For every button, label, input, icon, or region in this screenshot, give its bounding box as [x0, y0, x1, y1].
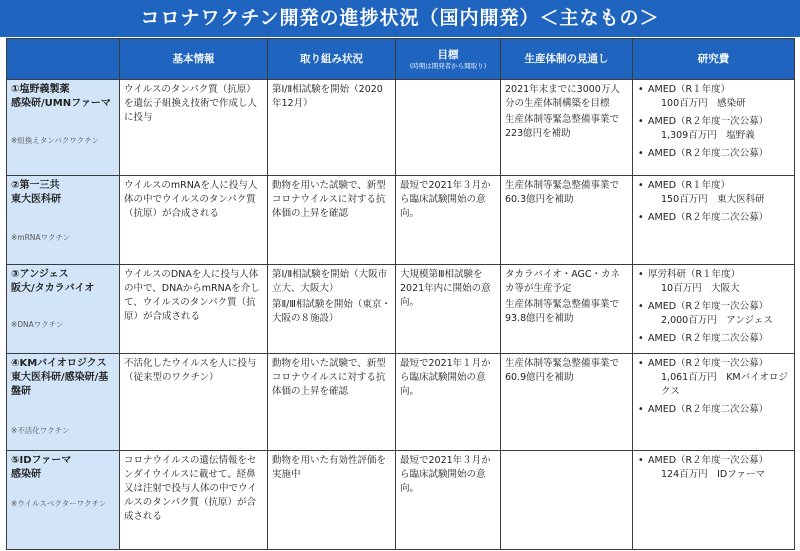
goal-text: 大規模第Ⅲ相試験を2021年内に開始の意向。 [400, 269, 491, 308]
candidate-cell [7, 354, 120, 451]
candidate-company: ①塩野義製薬 [11, 84, 70, 95]
header-corner [7, 39, 120, 80]
status-cell [268, 354, 396, 451]
header-basic-info: 基本情報 [120, 39, 268, 80]
funding-item [637, 332, 790, 346]
funding-item [637, 300, 790, 328]
production-cell [501, 265, 633, 354]
funding-amount: 100百万円 感染研 [661, 98, 746, 109]
funding-source: AMED（R２年度一次公募） [648, 301, 769, 312]
status-text: 第Ⅰ/Ⅱ相試験を開始（大阪市立大、大阪大） [272, 269, 388, 294]
funding-source: 厚労科研（R１年度） [648, 269, 741, 280]
status-cell [268, 451, 396, 550]
header-status: 取り組み状況 [268, 39, 396, 80]
funding-list [637, 179, 790, 225]
funding-cell [633, 265, 795, 354]
funding-source: AMED（R２年度一次公募） [648, 358, 769, 369]
funding-item [637, 454, 790, 482]
candidate-partners: 感染研 [11, 469, 41, 480]
vaccine-type: ※mRNAワクチン [11, 233, 71, 242]
funding-item [637, 403, 790, 417]
funding-item [637, 211, 790, 225]
basic-info-text: ウイルスのDNAを人に投与人体の中で、DNAからmRNAを介して、ウイルスのタンパク質（抗原）が合成される [124, 269, 260, 322]
funding-cell [633, 354, 795, 451]
candidate-partners: 阪大/タカラバイオ [11, 283, 95, 294]
goal-cell [396, 451, 501, 550]
candidate-partners: 東大医科研/感染研/基盤研 [11, 372, 109, 397]
funding-list [637, 268, 790, 346]
page-title: コロナワクチン開発の進捗状況（国内開発）＜主なもの＞ [0, 0, 800, 37]
header-production: 生産体制の見通し [501, 39, 633, 80]
status-text: 動物を用いた試験で、新型コロナウイルスに対する抗体価の上昇を確認 [272, 180, 386, 219]
status-text: 第Ⅱ/Ⅲ相試験を開始（東京・大阪の８施設） [272, 299, 391, 324]
candidate-partners: 感染研/UMNファーマ [11, 98, 111, 109]
goal-text: 最短で2021年３月から臨床試験開始の意向。 [400, 455, 491, 494]
basic-info-text: ウイルスのmRNAを人に投与人体の中でウイルスのタンパク質（抗原）が合成される [124, 180, 258, 219]
table-row [7, 451, 795, 550]
basic-info-cell [120, 265, 268, 354]
candidate-cell [7, 176, 120, 265]
funding-amount: 124百万円 IDファーマ [661, 469, 766, 480]
vaccine-type: ※組換えタンパクワクチン [11, 136, 99, 145]
basic-info-cell [120, 354, 268, 451]
funding-cell [633, 451, 795, 550]
production-text: 生産体制等緊急整備事業で60.9億円を補助 [505, 358, 620, 383]
production-text: 生産体制等緊急整備事業で93.8億円を補助 [505, 299, 620, 324]
basic-info-cell [120, 451, 268, 550]
funding-source: AMED（R２年度二次公募） [648, 148, 769, 159]
funding-cell [633, 176, 795, 265]
candidate-cell [7, 451, 120, 550]
goal-text: 最短で2021年１月から臨床試験開始の意向。 [400, 358, 491, 397]
table-row [7, 176, 795, 265]
candidate-cell [7, 265, 120, 354]
header-goal [396, 39, 501, 80]
goal-cell [396, 265, 501, 354]
status-cell [268, 80, 396, 176]
basic-info-cell [120, 176, 268, 265]
goal-cell [396, 354, 501, 451]
table-row [7, 265, 795, 354]
vaccine-type: ※ウイルスベクターワクチン [11, 499, 107, 508]
candidate-company: ③アンジェス [11, 269, 69, 280]
funding-amount: 1,061百万円 KMバイオロジクス [661, 372, 788, 397]
production-text: 生産体制等緊急整備事業で223億円を補助 [505, 114, 620, 139]
vaccine-type: ※不活化ワクチン [11, 426, 70, 435]
basic-info-cell [120, 80, 268, 176]
basic-info-text: ウイルスのタンパク質（抗原）を遺伝子組換え技術で作成し人に投与 [124, 84, 258, 123]
goal-cell [396, 80, 501, 176]
funding-amount: 150百万円 東大医科研 [661, 194, 765, 205]
status-text: 動物を用いた有効性評価を実施中 [272, 455, 387, 480]
candidate-company: ④KMバイオロジクス [11, 358, 107, 369]
funding-source: AMED（R１年度） [648, 84, 731, 95]
funding-source: AMED（R２年度二次公募） [648, 212, 769, 223]
production-text: 2021年末までに3000万人分の生産体制構築を目標 [505, 84, 620, 109]
status-cell [268, 265, 396, 354]
basic-info-text: コロナウイルスの遺伝情報をセンダイウイルスに載せて、経鼻又は注射で投与人体の中でウイルスのタンパク質（抗原）が合成される [124, 455, 257, 522]
table-row [7, 354, 795, 451]
funding-list [637, 83, 790, 161]
funding-cell [633, 80, 795, 176]
funding-item [637, 179, 790, 207]
status-cell [268, 176, 396, 265]
funding-item [637, 147, 790, 161]
candidate-cell [7, 80, 120, 176]
candidate-partners: 東大医科研 [11, 194, 61, 205]
header-goal-label: 目標 [437, 48, 459, 61]
vaccine-type: ※DNAワクチン [11, 320, 64, 329]
status-text: 第Ⅰ/Ⅱ相試験を開始（2020年12月） [272, 84, 383, 109]
funding-item [637, 357, 790, 399]
funding-amount: 10百万円 大阪大 [661, 283, 740, 294]
production-cell [501, 80, 633, 176]
basic-info-text: 不活化したウイルスを人に投与（従来型のワクチン） [124, 358, 257, 383]
funding-list [637, 357, 790, 417]
production-text: 生産体制等緊急整備事業で60.3億円を補助 [505, 180, 620, 205]
funding-item [637, 115, 790, 143]
production-cell [501, 176, 633, 265]
funding-item [637, 268, 790, 296]
header-funding: 研究費 [633, 39, 795, 80]
header-goal-note: (時期は開発者から聞取り) [409, 61, 487, 70]
funding-amount: 1,309百万円 塩野義 [661, 130, 755, 141]
candidate-company: ②第一三共 [11, 180, 60, 191]
candidate-company: ⑤IDファーマ [11, 455, 72, 466]
funding-source: AMED（R２年度一次公募） [648, 455, 769, 466]
goal-text: 最短で2021年３月から臨床試験開始の意向。 [400, 180, 491, 219]
goal-cell [396, 176, 501, 265]
header-row [7, 39, 795, 80]
status-text: 動物を用いた試験で、新型コロナウイルスに対する抗体価の上昇を確認 [272, 358, 386, 397]
funding-list [637, 454, 790, 482]
production-cell [501, 354, 633, 451]
production-cell [501, 451, 633, 550]
funding-amount: 2,000百万円 アンジェス [661, 315, 773, 326]
funding-source: AMED（R１年度） [648, 180, 731, 191]
funding-source: AMED（R２年度二次公募） [648, 333, 769, 344]
table-row [7, 80, 795, 176]
funding-source: AMED（R２年度二次公募） [648, 404, 769, 415]
funding-item [637, 83, 790, 111]
production-text: タカラバイオ・AGC・カネカ等が生産予定 [505, 269, 621, 294]
funding-source: AMED（R２年度一次公募） [648, 116, 769, 127]
progress-table [6, 38, 795, 550]
